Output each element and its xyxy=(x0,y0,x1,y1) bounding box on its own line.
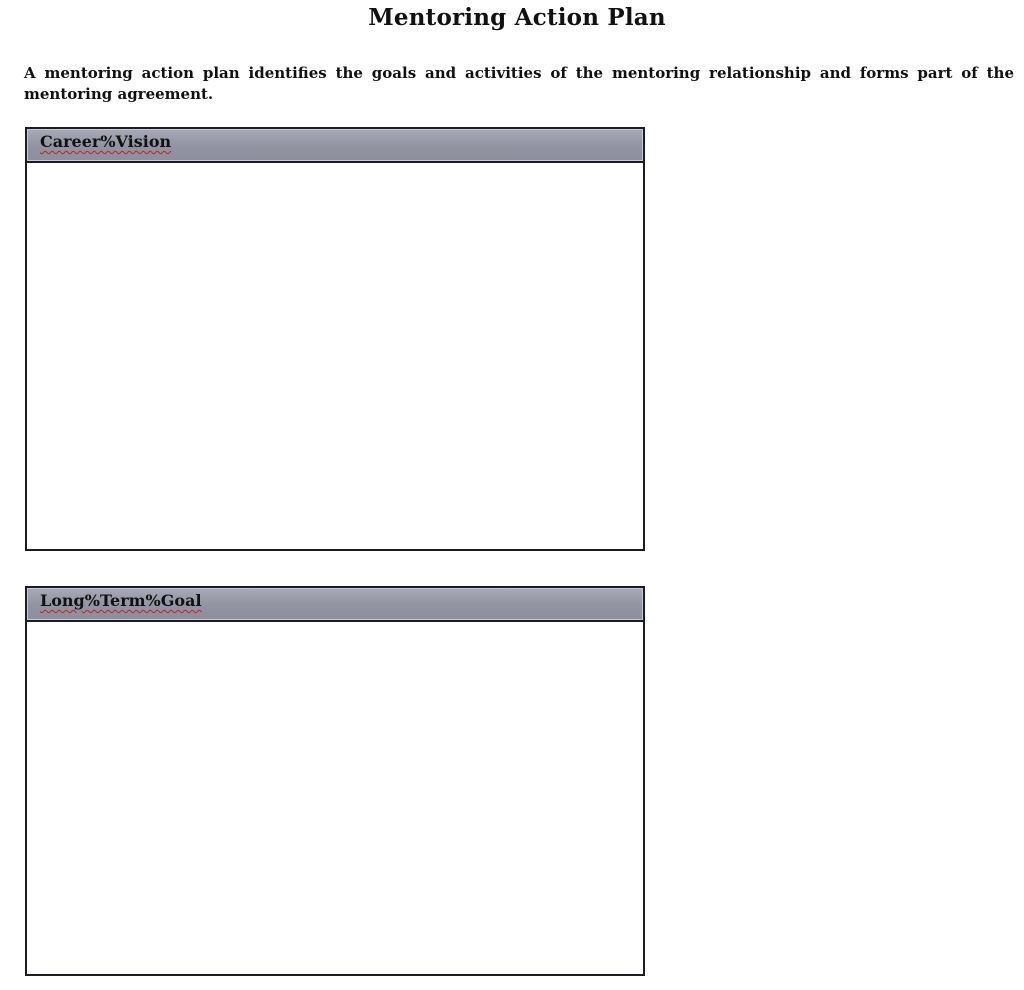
section-long-term-goal xyxy=(25,586,645,976)
section-label-career-vision: Career%Vision xyxy=(40,132,172,151)
section-career-vision xyxy=(25,127,645,551)
section-label-long-term-goal: Long%Term%Goal xyxy=(40,591,202,610)
section-header xyxy=(27,129,643,163)
section-body-long-term-goal[interactable] xyxy=(27,622,643,972)
section-header xyxy=(27,588,643,622)
page-title: Mentoring Action Plan xyxy=(368,4,666,31)
intro-paragraph: A mentoring action plan identifies the goals and activities of the mentoring relationship and forms part of the mentoring agreement. xyxy=(24,64,1014,103)
section-body-career-vision[interactable] xyxy=(27,163,643,547)
